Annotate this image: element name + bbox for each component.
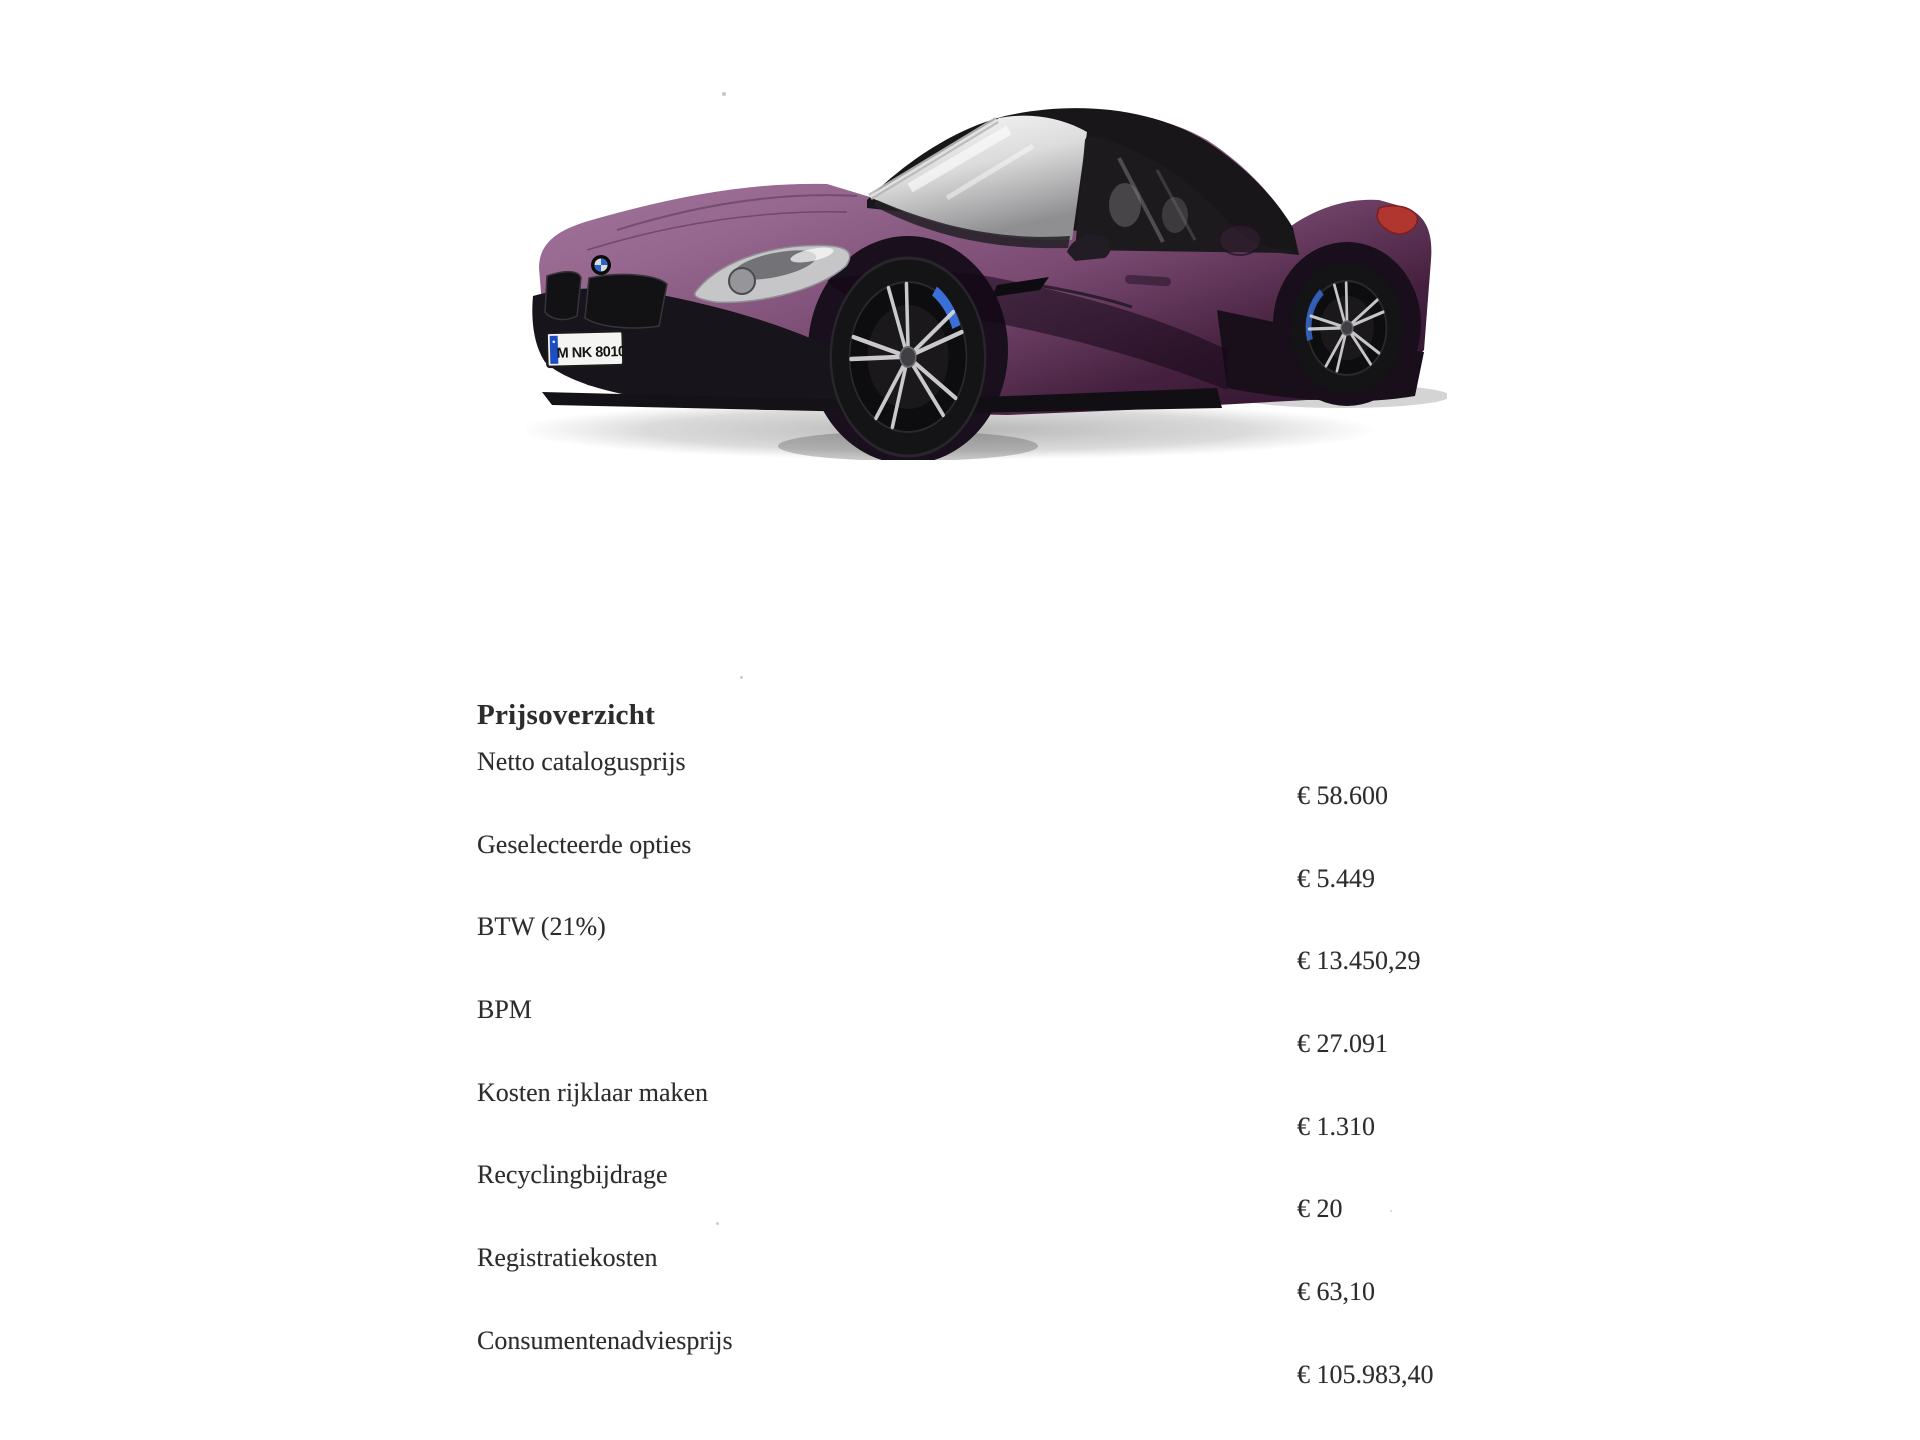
price-row-label: Consumentenadviesprijs [477, 1326, 733, 1355]
scan-speck [740, 676, 743, 679]
price-row [477, 1077, 1627, 1149]
price-row [477, 911, 1627, 983]
license-plate [547, 331, 627, 367]
price-row-value: € 1.310 [1297, 1112, 1375, 1141]
price-row [477, 1159, 1627, 1231]
price-row-label: Registratiekosten [477, 1243, 658, 1272]
price-row-label: Kosten rijklaar maken [477, 1078, 709, 1107]
kidney-grille [545, 272, 667, 328]
price-row-label: Netto catalogusprijs [477, 747, 686, 776]
price-row [477, 746, 1627, 818]
scan-speck [722, 92, 726, 96]
price-row-value: € 13.450,29 [1297, 946, 1421, 975]
bmw-roundel-icon [591, 255, 611, 275]
price-row-value: € 105.983,40 [1297, 1360, 1434, 1389]
license-plate-text: M NK 8010 [556, 343, 626, 362]
rear-wheel [1292, 262, 1403, 394]
price-row [477, 994, 1627, 1066]
price-row-value: € 63,10 [1297, 1277, 1375, 1306]
vehicle-photo [527, 100, 1447, 460]
price-row-value: € 5.449 [1297, 864, 1375, 893]
price-row-label: Geselecteerde opties [477, 830, 692, 859]
wheel-center-cap [1341, 321, 1353, 335]
price-overview-title: Prijsoverzicht [477, 699, 656, 731]
price-row-label: Recyclingbijdrage [477, 1160, 668, 1189]
price-row [477, 829, 1627, 901]
wheel-center-cap [900, 347, 916, 367]
price-row-label: BPM [477, 995, 532, 1024]
front-wheel [831, 258, 985, 456]
price-row [477, 1242, 1627, 1314]
fuel-cap [1219, 225, 1261, 255]
price-row-value: € 58.600 [1297, 781, 1388, 810]
price-row [477, 1325, 1627, 1397]
price-row-value: € 27.091 [1297, 1029, 1388, 1058]
price-row-label: BTW (21%) [477, 912, 606, 941]
price-row-value: € 20 [1297, 1194, 1343, 1223]
